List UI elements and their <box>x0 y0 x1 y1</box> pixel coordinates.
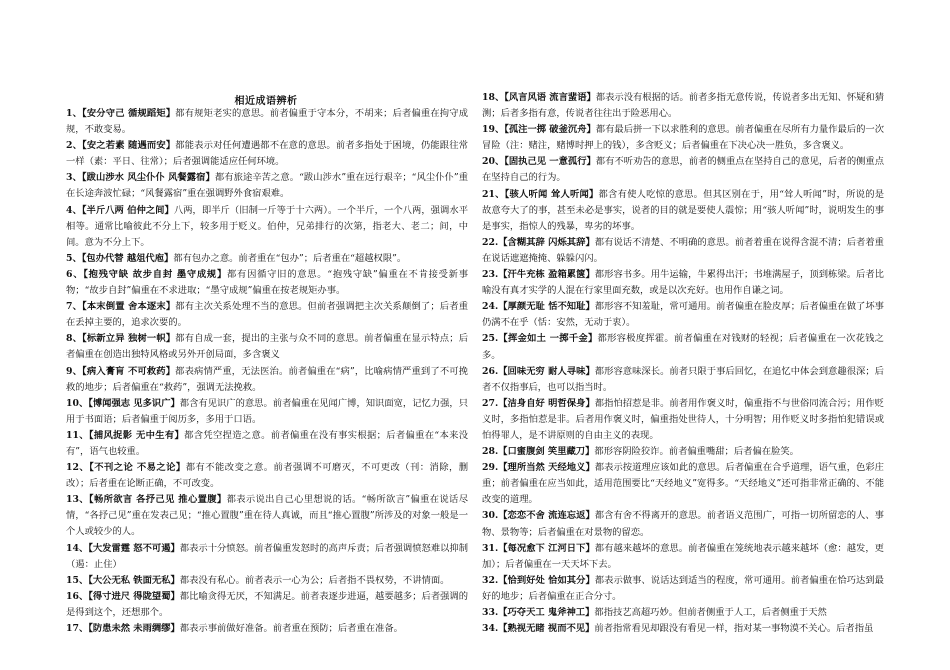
idiom-entry-head: 32.【恰到好处 恰如其分】 <box>482 574 595 586</box>
idiom-entry <box>482 299 884 331</box>
idiom-entry-body: 都形容意味深长。前者只限于事后回忆，在追忆中体会到意趣很深；后者不仅指事后，也可以指当时。 <box>482 365 884 393</box>
idiom-entry <box>482 396 884 444</box>
idiom-entry-head: 20、【固执己见 一意孤行】 <box>482 156 596 168</box>
idiom-entry-head: 19、【孤注一掷 破釜沉舟】 <box>482 124 596 136</box>
idiom-entry-body: 都有旅途辛苦之意。“跋山涉水”重在远行艰辛；“风尘仆仆”重在长途奔波忙碌；“风餐露宿”重在强调野外食宿艰难。 <box>66 172 468 200</box>
idiom-entry <box>482 331 884 363</box>
idiom-entry-head: 16、【得寸进尺 得陇望蜀】 <box>66 590 180 602</box>
idiom-entry-body: 都形容书多。用牛运输，牛累得出汗；书堆满屋子，顶到栋梁。后者比喻没有真才实学的人混在行家里面充数，或是以次充好。也用作自谦之词。 <box>482 269 884 297</box>
idiom-entry-body: 都比喻贪得无厌，不知满足。前者表逐步进逼，越要越多；后者强调的是得到这个，还想那个。 <box>66 590 469 618</box>
idiom-entry-body: 都表示说出自己心里想说的话。“畅所欲言”偏重在说话尽情，“各抒己见”重在发表己见；“推心置腹”重在待人真诚，而且“推心置腹”所涉及的对象一般是一个人或较少的人。 <box>66 494 468 538</box>
idiom-entry-body: 都含有舍不得离开的意思。前者语义范围广，可指一切所留恋的人、事物、景物等；后者偏重在对景物的留恋。 <box>482 510 884 538</box>
idiom-entry-head: 26.【回味无穷 耐人寻味】 <box>482 365 595 377</box>
idiom-entry-head: 12、【不刊之论 不易之论】 <box>66 462 186 474</box>
idiom-entry-body: 都有越来越坏的意思。前者偏重在笼统地表示越来越坏（愈：越发，更加）；后者偏重在一天天坏下去。 <box>482 542 884 570</box>
idiom-entry-head: 14、【大发雷霆 怒不可遏】 <box>66 542 180 554</box>
idiom-entry-head: 5、【包办代替 越俎代庖】 <box>66 252 174 264</box>
idiom-entry <box>66 492 468 540</box>
idiom-entry-body: 都有不能改变之意。前者强调不可磨灭，不可更改（刊：消除，删改）；后者重在论断正确，不可改变。 <box>66 462 468 490</box>
right-column <box>482 90 884 637</box>
idiom-entry-body: 前者指常看见却跟没有看见一样，指对某一事物漠不关心。后者指虽 <box>594 623 874 635</box>
idiom-entry-body: 都有包办之意。前者重在“包办”；后者重在“超越权限”。 <box>173 252 407 264</box>
idiom-entry-head: 21、【骇人听闻 耸人听闻】 <box>482 188 599 200</box>
idiom-entry <box>66 428 468 460</box>
idiom-entry <box>482 364 884 396</box>
idiom-entry-head: 9、【病入膏肓 不可救药】 <box>66 365 176 377</box>
idiom-entry-head: 4、【半斤八两 伯仲之间】 <box>66 204 174 216</box>
idiom-entry-head: 2、【安之若素 随遇而安】 <box>66 140 176 152</box>
idiom-entry-head: 8、【标新立异 独树一帜】 <box>66 333 176 345</box>
idiom-entry <box>66 364 468 396</box>
idiom-entry-head: 15、【大公无私 铁面无私】 <box>66 574 180 586</box>
idiom-entry-head: 25.【挥金如土 一掷千金】 <box>482 333 598 345</box>
idiom-entry-body: 都能表示对任何遭遇都不在意的意思。前者多指处于困境，仍能跟往常一样（素：平日、往常）；后者强调能适应任何环境。 <box>66 140 468 168</box>
document-title: 相近成语辨析 <box>234 96 298 107</box>
idiom-entry-body: 都表没有私心。前者表示一心为公；后者指不畏权势，不讲情面。 <box>179 574 450 586</box>
idiom-entry <box>66 106 468 138</box>
idiom-entry-body: 都表示按道理应该如此的意思。后者偏重在合乎道理，语气重，色彩庄重；前者偏重在应当如此，适用范围要比“天经地义”宽得多。“天经地义”还可指非常正确的、不能改变的道理。 <box>482 462 884 506</box>
idiom-entry <box>66 251 468 267</box>
idiom-entry-body: 都含有见识广的意思。前者偏重在见闻广博，知识面宽，记忆力强，只用于书面语；后者偏重于阅历多，多用于口语。 <box>66 397 469 425</box>
idiom-entry <box>66 203 468 251</box>
idiom-entry <box>66 138 468 170</box>
idiom-entry <box>482 460 884 508</box>
left-column <box>66 106 468 637</box>
idiom-entry-head: 30.【恋恋不舍 流连忘返】 <box>482 510 595 522</box>
idiom-entry <box>482 573 884 605</box>
idiom-entry <box>482 267 884 299</box>
idiom-entry-body: 都表病情严重，无法医治。前者偏重在“病”，比喻病情严重到了不可挽救的地步；后者偏重在“救药”，强调无法挽救。 <box>66 365 468 393</box>
idiom-entry-body: 都有因循守旧的意思。“抱残守缺”偏重在不肯接受新事物；“故步自封”偏重在不求进取；“墨守成规”偏重在按老规矩办事。 <box>66 268 468 297</box>
idiom-entry <box>66 621 468 637</box>
idiom-entry-body: 都含凭空捏造之意。前者偏重在没有事实根据；后者偏重在“本来没有”，语气也较重。 <box>66 429 468 457</box>
idiom-entry <box>482 508 884 540</box>
idiom-entry-head: 34.【熟视无睹 视而不见】 <box>482 623 595 635</box>
idiom-entry-head: 1、【安分守己 循规蹈矩】 <box>66 108 176 119</box>
idiom-entry-body: 都表示做事、说话达到适当的程度，常可通用。前者偏重在恰巧达到最好的地步；后者偏重在正合分寸。 <box>482 574 884 602</box>
idiom-entry-body: 都形容阴险狡诈。前者偏重嘴甜；后者偏在脸笑。 <box>594 446 799 458</box>
idiom-entry-body: 都有不听劝告的意思，前者的侧重点在坚持自己的意见，后者的侧重点在坚持自己的行为。 <box>482 156 885 184</box>
idiom-entry-head: 13、【畅所欲言 各抒己见 推心置腹】 <box>66 494 227 506</box>
idiom-entry-body: 都形容不知羞耻，常可通用。前者偏重在脸皮厚；后者偏重在做了坏事仍满不在乎（恬：安然，无动于衷）。 <box>482 301 884 329</box>
idiom-entry-head: 33.【巧夺天工 鬼斧神工】 <box>482 607 595 618</box>
idiom-entry-body: 都有最后拼一下以求胜利的意思。前者偏重在尽所有力量作最后的一次冒险（注：赌注，赌博时押上的钱），多含贬义；后者偏重在下决心决一胜负，多含褒义。 <box>482 124 885 152</box>
idiom-entry-body: 都指怕招惹是非。前者用作褒义时，偏重指不与世俗同流合污；用作贬义时，多指怕惹是非。后者用作褒义时，偏重指处世待人，十分明智；用作贬义时多指怕犯错误或怕得罪人，是不讲原则的自由主义的表现。 <box>482 397 884 441</box>
idiom-entry <box>482 541 884 573</box>
idiom-entry-body: 都表示没有根据的话。前者多指无意传说，传说者多出无知、怀疑和猜测；后者多指有意，传说者往往出于险恶用心。 <box>482 92 885 120</box>
idiom-entry-body: 都表示十分愤怒。前者偏重发怒时的高声斥责；后者强调愤怒难以抑制（遏：止住） <box>66 542 469 570</box>
idiom-entry-head: 22.【含糊其辞 闪烁其辞】 <box>482 236 595 248</box>
idiom-entry-head: 3、【跋山涉水 风尘仆仆 风餐露宿】 <box>66 172 215 184</box>
idiom-entry <box>482 444 884 460</box>
idiom-entry-body: 都有规矩老实的意思。前者偏重于守本分，不胡来；后者偏重在拘守成规，不敢变易。 <box>66 108 468 136</box>
idiom-entry-head: 10、【博闻强志 见多识广】 <box>66 397 180 409</box>
idiom-entry <box>66 589 468 621</box>
idiom-entry-head: 17、【防患未然 未雨绸缪】 <box>66 623 180 634</box>
idiom-entry <box>66 460 468 492</box>
idiom-entry <box>66 541 468 573</box>
idiom-entry-head: 24.【厚颜无耻 恬不知耻】 <box>482 301 595 313</box>
idiom-entry <box>482 187 884 235</box>
idiom-entry-body: 都指技艺高超巧妙。但前者侧重于人工，后者侧重于天然 <box>594 607 827 618</box>
idiom-entry-body: 都有主次关系处理不当的意思。但前者强调把主次关系颠倒了；后者重在丢掉主要的，追求次要的。 <box>66 301 468 329</box>
idiom-entry-head: 11、【捕风捉影 无中生有】 <box>66 429 185 441</box>
idiom-entry-head: 18、【风言风语 流言蜚语】 <box>482 92 596 103</box>
idiom-entry <box>66 170 468 202</box>
idiom-entry <box>482 154 884 186</box>
idiom-entry-body: 都表示事前做好准备。前者重在预防；后者重在准备。 <box>179 623 403 634</box>
idiom-entry-head: 6、【抱残守缺 故步自封 墨守成规】 <box>66 268 227 280</box>
idiom-entry-head: 29.【理所当然 天经地义】 <box>482 462 595 474</box>
idiom-entry <box>66 299 468 331</box>
idiom-entry-head: 23.【汗牛充栋 盈箱累箧】 <box>482 269 595 281</box>
idiom-entry <box>482 122 884 154</box>
idiom-entry <box>482 235 884 267</box>
idiom-entry <box>482 621 884 637</box>
idiom-entry-body: 都有自成一套，提出的主张与众不同的意思。前者偏重在显示特点；后者偏重在创造出独特风格或另外开创局面，多含褒义 <box>66 333 468 361</box>
idiom-entry-head: 28.【口蜜腹剑 笑里藏刀】 <box>482 446 595 458</box>
idiom-entry <box>66 331 468 363</box>
idiom-entry-body: 都有说话不清楚、不明确的意思。前者着重在说得含混不清；后者着重在说话遮遮掩掩、躲躲闪闪。 <box>482 236 884 264</box>
idiom-entry <box>66 267 468 299</box>
idiom-entry-body: 八两，即半斤（旧制一斤等于十六两）。一个半斤，一个八两，强调水平相等。通常比喻彼此不分上下，较多用于贬义。伯仲，兄弟排行的次第，指老大、老二；间，中间。意为不分上下。 <box>66 204 468 248</box>
idiom-entry-body: 都形容极度挥霍。前者偏重在对钱财的轻视；后者偏重在一次花钱之多。 <box>482 333 884 361</box>
idiom-entry <box>482 605 884 621</box>
idiom-entry-head: 7、【本末倒置 舍本逐末】 <box>66 301 176 313</box>
idiom-entry-body: 都含有使人吃惊的意思。但其区别在于，用“耸人听闻”时，所说的是故意夸大了的事，甚至未必是事实，说者的目的就是要使人震惊；用“骇人听闻”时，说明发生的事是事实，指惊人的残暴，卑劣的坏事。 <box>482 188 884 232</box>
idiom-entry-head: 31.【每况愈下 江河日下】 <box>482 542 595 554</box>
idiom-entry <box>66 573 468 589</box>
idiom-entry-head: 27.【洁身自好 明哲保身】 <box>482 397 595 409</box>
idiom-entry <box>66 396 468 428</box>
idiom-entry <box>482 90 884 122</box>
